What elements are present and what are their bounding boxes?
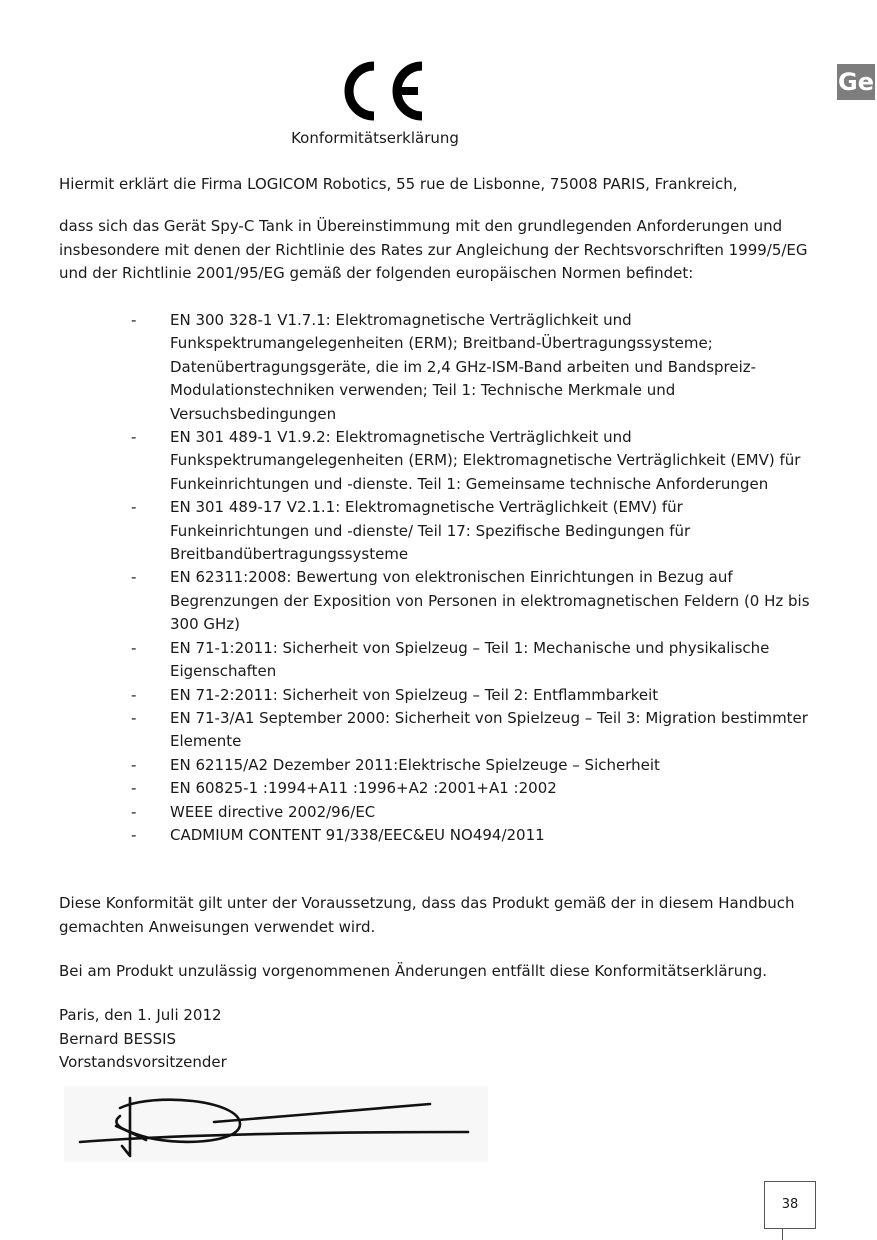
norm-text: EN 71-1:2011: Sicherheit von Spielzeug – Teil 1: Mechanische und physikalische Eigenschaften bbox=[170, 638, 770, 681]
page-title: Konformitätserklärung bbox=[291, 129, 459, 147]
norm-text: EN 301 489-1 V1.9.2: Elektromagnetische Verträglichkeit und Funkspektrumangelegenheiten (ERM); Elektromagnetische Verträglichkeit (EMV) für Funkeinrichtungen und -dienste. Teil 1: Gemeinsame technische Anforderungen bbox=[170, 428, 801, 493]
language-tab: Ge bbox=[837, 64, 875, 100]
list-item bbox=[0, 707, 877, 754]
norm-text: CADMIUM CONTENT 91/338/EEC&EU NO494/2011 bbox=[170, 825, 545, 844]
list-item bbox=[0, 637, 877, 684]
declaration-paragraph: dass sich das Gerät Spy-C Tank in Übereinstimmung mit den grundlegenden Anforderungen und insbesondere mit denen der Richtlinie des Rates zur Angleichung der Rechtsvorschriften 1999/5/EG und der Richtlinie 2001/95/EG gemäß der folgenden europäischen Normen befindet: bbox=[59, 217, 808, 282]
norm-text: EN 71-3/A1 September 2000: Sicherheit von Spielzeug – Teil 3: Migration bestimmter Elemente bbox=[170, 708, 808, 751]
norm-text: EN 301 489-17 V2.1.1: Elektromagnetische Verträglichkeit (EMV) für Funkeinrichtungen und -dienste/ Teil 17: Spezifische Bedingungen für Breitbandübertragungssysteme bbox=[170, 498, 691, 564]
page-number-tick bbox=[782, 1229, 783, 1240]
norm-text: EN 62311:2008: Bewertung von elektronischen Einrichtungen in Bezug auf Begrenzungen der Exposition von Personen in elektromagnetischen Feldern (0 Hz bis 300 GHz) bbox=[170, 568, 810, 634]
page-number: 38 bbox=[764, 1181, 816, 1229]
changes-paragraph: Bei am Produkt unzulässig vorgenommenen Änderungen entfällt diese Konformitätserklärung. bbox=[59, 962, 768, 980]
list-dash: - bbox=[131, 428, 137, 447]
list-item bbox=[0, 426, 877, 496]
list-item bbox=[0, 309, 877, 426]
list-item bbox=[0, 566, 877, 636]
list-item bbox=[0, 824, 877, 847]
list-item bbox=[0, 684, 877, 707]
norms-list bbox=[0, 309, 877, 847]
signer-name: Bernard BESSIS bbox=[59, 1029, 177, 1048]
list-item bbox=[0, 754, 877, 777]
norm-text: EN 71-2:2011: Sicherheit von Spielzeug – Teil 2: Entflammbarkeit bbox=[170, 685, 659, 704]
ce-logo bbox=[334, 60, 426, 122]
list-dash: - bbox=[131, 498, 137, 517]
norm-text: EN 300 328-1 V1.7.1: Elektromagnetische Verträglichkeit und Funkspektrumangelegenheiten (ERM); Breitband-Übertragungssysteme; Datenübertragungsgeräte, die im 2,4 GHz-ISM-Band arbeiten und Bandspreiz-Modulationstechniken verwenden; Teil 1: Technische Merkmale und Versuchsbedingungen bbox=[170, 311, 757, 423]
list-item bbox=[0, 801, 877, 824]
list-dash: - bbox=[131, 802, 137, 821]
list-dash: - bbox=[131, 638, 137, 657]
list-dash: - bbox=[131, 685, 137, 704]
intro-paragraph: Hiermit erklärt die Firma LOGICOM Robotics, 55 rue de Lisbonne, 75008 PARIS, Frankreich, bbox=[59, 175, 738, 193]
list-dash: - bbox=[131, 311, 137, 329]
list-item bbox=[0, 496, 877, 566]
signer-role: Vorstandsvorsitzender bbox=[59, 1053, 227, 1071]
list-dash: - bbox=[131, 755, 137, 774]
list-dash: - bbox=[131, 568, 137, 587]
list-dash: - bbox=[131, 708, 137, 727]
signature-image bbox=[64, 1086, 488, 1162]
norm-text: EN 60825-1 :1994+A11 :1996+A2 :2001+A1 :2002 bbox=[170, 779, 557, 798]
norm-text: EN 62115/A2 Dezember 2011:Elektrische Spielzeuge – Sicherheit bbox=[170, 755, 660, 774]
list-dash: - bbox=[131, 825, 137, 844]
list-dash: - bbox=[131, 779, 137, 798]
signoff-block bbox=[59, 1004, 839, 1075]
norm-text: WEEE directive 2002/96/EC bbox=[170, 802, 376, 821]
ce-logo-icon bbox=[334, 60, 426, 122]
signature bbox=[64, 1086, 488, 1162]
condition-paragraph: Diese Konformität gilt unter der Voraussetzung, dass das Produkt gemäß der in diesem Handbuch gemachten Anweisungen verwendet wird. bbox=[59, 894, 795, 936]
place-date: Paris, den 1. Juli 2012 bbox=[59, 1006, 222, 1024]
list-item bbox=[0, 777, 877, 800]
